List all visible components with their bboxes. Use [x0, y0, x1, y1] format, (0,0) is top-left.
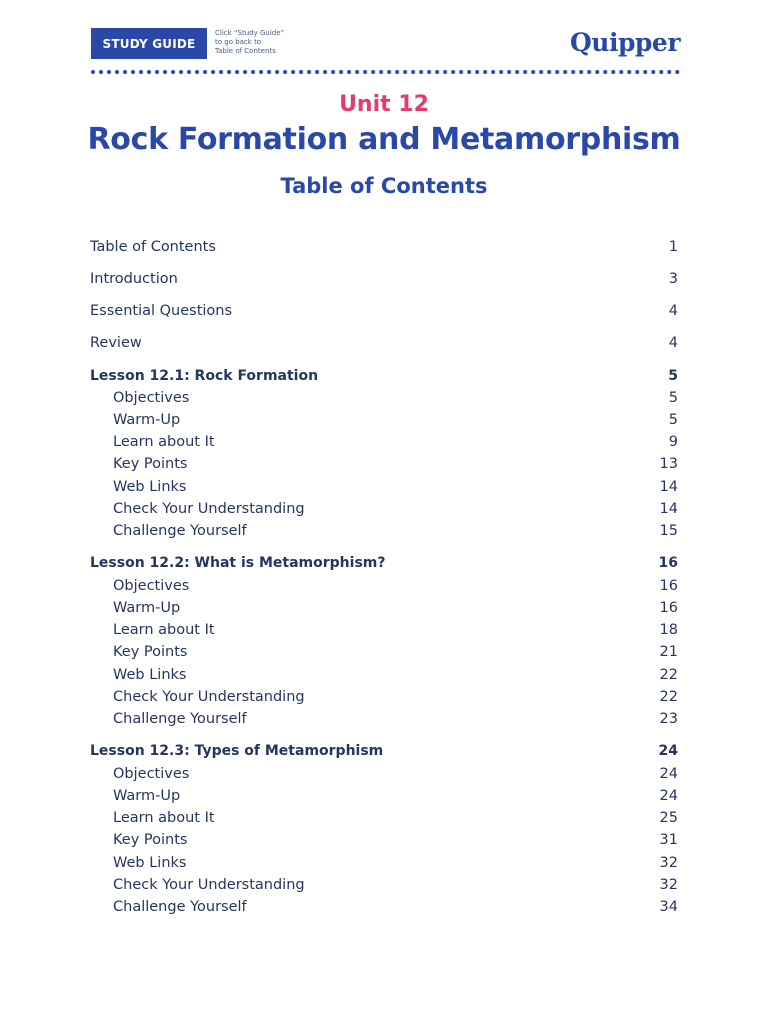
toc-entry-title: Key Points: [113, 644, 188, 660]
toc-entry-page: 5: [668, 368, 678, 384]
toc-entry-page: 32: [659, 877, 678, 893]
toc-entry-page: 3: [668, 271, 678, 287]
toc-sub-entry[interactable]: [90, 810, 678, 830]
toc-entry-title: Challenge Yourself: [113, 899, 247, 915]
toc-entry-page: 5: [668, 412, 678, 428]
toc-entry-page: 31: [659, 832, 678, 848]
toc-entry-page: 16: [659, 578, 678, 594]
toc-entry-title: Check Your Understanding: [113, 501, 305, 517]
toc-entry-title: Web Links: [113, 479, 187, 495]
toc-entry[interactable]: [90, 303, 678, 323]
toc-entry[interactable]: [90, 239, 678, 259]
toc-sub-entry[interactable]: [90, 689, 678, 709]
toc-sub-entry[interactable]: [90, 600, 678, 620]
toc-sub-entry[interactable]: [90, 456, 678, 476]
toc-entry-page: 1: [668, 239, 678, 255]
toc-entry-title: Learn about It: [113, 810, 215, 826]
toc-entry-page: 18: [659, 622, 678, 638]
quipper-logo: Quipper: [570, 28, 680, 57]
toc-entry-title: Web Links: [113, 855, 187, 871]
toc-entry-title: Warm-Up: [113, 600, 181, 616]
toc-entry-page: 24: [659, 766, 678, 782]
toc-sub-entry[interactable]: [90, 667, 678, 687]
unit-title: Rock Formation and Metamorphism: [87, 122, 681, 157]
toc-sub-entry[interactable]: [90, 434, 678, 454]
toc-sub-entry[interactable]: [90, 622, 678, 642]
page-header: [91, 28, 680, 62]
toc-lesson-entry[interactable]: [90, 368, 678, 388]
toc-sub-entry[interactable]: [90, 523, 678, 543]
toc-sub-entry[interactable]: [90, 711, 678, 731]
study-guide-hint: [215, 29, 325, 56]
toc-entry-page: 9: [668, 434, 678, 450]
toc-entry-title: Key Points: [113, 832, 188, 848]
hint-line: to go back to: [215, 38, 262, 46]
toc-entry-title: Objectives: [113, 766, 190, 782]
toc-entry-page: 4: [668, 303, 678, 319]
toc-entry-title: Warm-Up: [113, 412, 181, 428]
toc-entry-title: Warm-Up: [113, 788, 181, 804]
toc-entry-title: Lesson 12.2: What is Metamorphism?: [90, 555, 386, 571]
toc-sub-entry[interactable]: [90, 578, 678, 598]
toc-entry-title: Introduction: [90, 271, 178, 287]
toc-entry-page: 23: [659, 711, 678, 727]
toc-entry-page: 4: [668, 335, 678, 351]
toc-sub-entry[interactable]: [90, 644, 678, 664]
toc-entry-title: Objectives: [113, 578, 190, 594]
toc-entry-page: 14: [659, 479, 678, 495]
toc-lesson-entry[interactable]: [90, 555, 678, 575]
toc-entry-page: 24: [659, 788, 678, 804]
toc-entry-page: 13: [659, 456, 678, 472]
toc-sub-entry[interactable]: [90, 412, 678, 432]
toc-entry-page: 5: [668, 390, 678, 406]
toc-sub-entry[interactable]: [90, 832, 678, 852]
toc-entry-page: 14: [659, 501, 678, 517]
unit-label: Unit 12: [339, 92, 429, 117]
toc-entry-page: 22: [659, 667, 678, 683]
toc-sub-entry[interactable]: [90, 788, 678, 808]
toc-entry-page: 16: [658, 555, 678, 571]
toc-entry-title: Review: [90, 335, 142, 351]
hint-line: Table of Contents: [215, 47, 276, 55]
toc-entry-title: Check Your Understanding: [113, 689, 305, 705]
toc-entry-page: 24: [658, 743, 678, 759]
toc-lesson-entry[interactable]: [90, 743, 678, 763]
toc-entry-title: Lesson 12.1: Rock Formation: [90, 368, 319, 384]
toc-entry-title: Web Links: [113, 667, 187, 683]
toc-sub-entry[interactable]: [90, 877, 678, 897]
toc-sub-entry[interactable]: [90, 501, 678, 521]
toc-entry-page: 16: [659, 600, 678, 616]
toc-entry-page: 21: [659, 644, 678, 660]
toc-heading: Table of Contents: [280, 174, 488, 198]
toc-entry-page: 25: [659, 810, 678, 826]
toc-entry[interactable]: [90, 271, 678, 291]
toc-entry-title: Key Points: [113, 456, 188, 472]
toc-entry-title: Check Your Understanding: [113, 877, 305, 893]
toc-entry-title: Lesson 12.3: Types of Metamorphism: [90, 743, 384, 759]
toc-entry-page: 32: [659, 855, 678, 871]
toc-sub-entry[interactable]: [90, 766, 678, 786]
study-guide-button[interactable]: STUDY GUIDE: [91, 28, 207, 59]
toc-sub-entry[interactable]: [90, 479, 678, 499]
toc-sub-entry[interactable]: [90, 855, 678, 875]
hint-line: Click “Study Guide”: [215, 29, 285, 37]
toc-entry-title: Table of Contents: [90, 239, 216, 255]
toc-entry[interactable]: [90, 335, 678, 355]
header-divider: [91, 70, 680, 74]
toc-entry-title: Learn about It: [113, 434, 215, 450]
toc-entry-page: 22: [659, 689, 678, 705]
toc-entry-page: 34: [659, 899, 678, 915]
toc-entry-title: Challenge Yourself: [113, 711, 247, 727]
toc-entry-title: Challenge Yourself: [113, 523, 247, 539]
toc-sub-entry[interactable]: [90, 899, 678, 919]
toc-entry-title: Learn about It: [113, 622, 215, 638]
toc-entry-title: Essential Questions: [90, 303, 233, 319]
toc-entry-page: 15: [659, 523, 678, 539]
toc-sub-entry[interactable]: [90, 390, 678, 410]
toc-entry-title: Objectives: [113, 390, 190, 406]
